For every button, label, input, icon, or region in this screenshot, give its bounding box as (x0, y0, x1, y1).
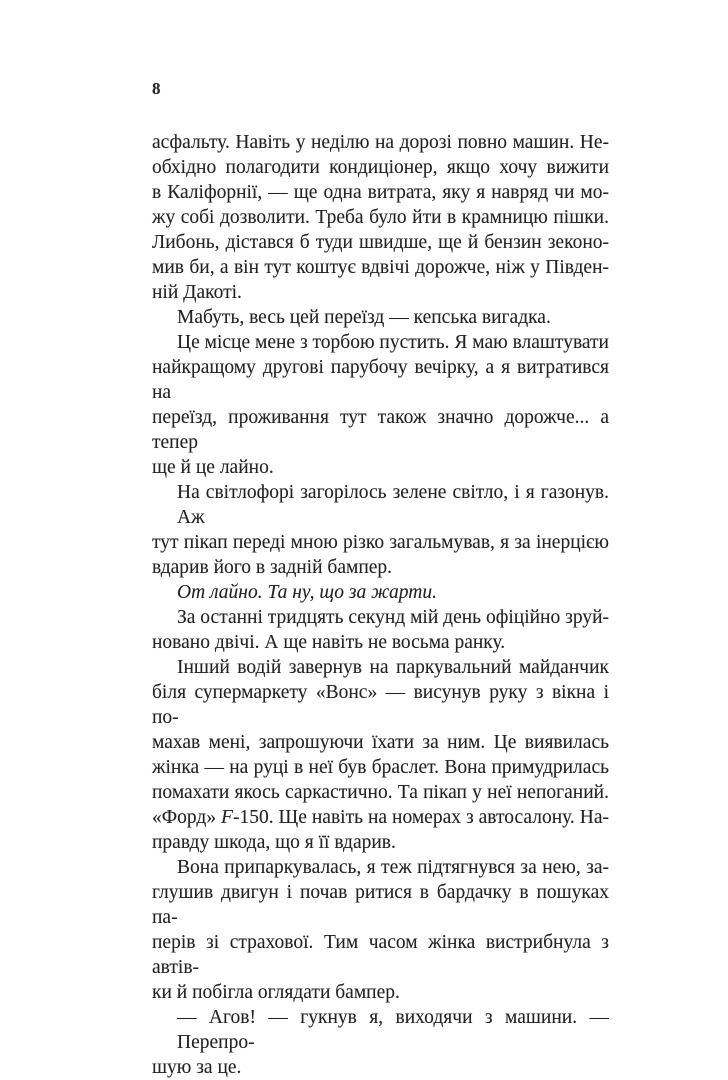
text-line: ній Дакоті. (152, 282, 242, 303)
text-line: Либонь, дістався б туди швидше, ще й бензин зеконо- (152, 232, 609, 253)
text-line: За останні тридцять секунд мій день офіційно зруй- (177, 607, 609, 628)
text-line: біля супермаркету «Вонс» — висунув руку з вікна і по- (152, 682, 609, 728)
text-line: мив би, а він тут коштує вдвічі дорожче, ніж у Півден- (152, 257, 609, 278)
text-line: жу собі дозволити. Треба було йти в крамницю пішки. (152, 207, 609, 228)
text-line: переїзд, проживання тут також значно дорожче... а тепер (152, 407, 609, 453)
text-line: Вона припаркувалась, я теж підтягнувся за нею, за- (177, 857, 609, 878)
text-line: глушив двигун і почав ритися в бардачку в пошуках па- (152, 882, 609, 928)
text-line: асфальту. Навіть у неділю на дорозі повно машин. Не- (152, 132, 609, 153)
text-line: жінка — на руці в неї був браслет. Вона примудрилась (152, 757, 609, 778)
text-line: Інший водій завернув на паркувальний майданчик (177, 657, 609, 678)
text-line: шую за це. (152, 1057, 242, 1078)
text-line: правду шкода, що я її вдарив. (152, 832, 396, 853)
text-line: От лайно. Та ну, що за жарти. (177, 582, 437, 603)
page-number: 8 (152, 79, 161, 98)
text-line: — Агов! — гукнув я, виходячи з машини. — Перепро- (177, 1007, 609, 1053)
paragraph (152, 855, 609, 1005)
text-line: ки й побігла оглядати бампер. (152, 982, 400, 1003)
text-line: помахати якось саркастично. Та пікап у неї непоганий. (152, 782, 609, 803)
paragraph (152, 130, 609, 305)
text-line: найкращому другові парубочу вечірку, а я витратився на (152, 357, 609, 403)
text-line: тут пікап переді мною різко загальмував, я за інерцією (152, 532, 609, 553)
paragraph (152, 480, 609, 580)
paragraph (152, 305, 609, 330)
text-line: в Каліфорнії, — ще одна витрата, яку я навряд чи мо- (152, 182, 609, 203)
text-line: вдарив його в задній бампер. (152, 557, 393, 578)
text-line: Це місце мене з торбою пустить. Я маю влаштувати (177, 332, 609, 353)
text-line: На світлофорі загорілось зелене світло, і я газонув. Аж (177, 482, 609, 528)
text-block (152, 130, 609, 1080)
paragraph (152, 330, 609, 480)
paragraph (152, 605, 609, 655)
text-line: новано двічі. А ще навіть не восьма ранку. (152, 632, 506, 653)
paragraph (152, 655, 609, 855)
paragraph (152, 1005, 609, 1080)
text-line: «Форд» F-150. Ще навіть на номерах з автосалону. На- (152, 807, 609, 828)
text-line: обхідно полагодити кондиціонер, якщо хочу вижити (152, 157, 609, 178)
text-line: Мабуть, весь цей переїзд — кепська вигадка. (177, 307, 551, 328)
text-line: махав мені, запрошуючи їхати за ним. Це виявилась (152, 732, 609, 753)
text-line: ще й це лайно. (152, 457, 274, 478)
paragraph (152, 580, 609, 605)
text-line: перів зі страхової. Тим часом жінка вистрибнула з автів- (152, 932, 609, 978)
